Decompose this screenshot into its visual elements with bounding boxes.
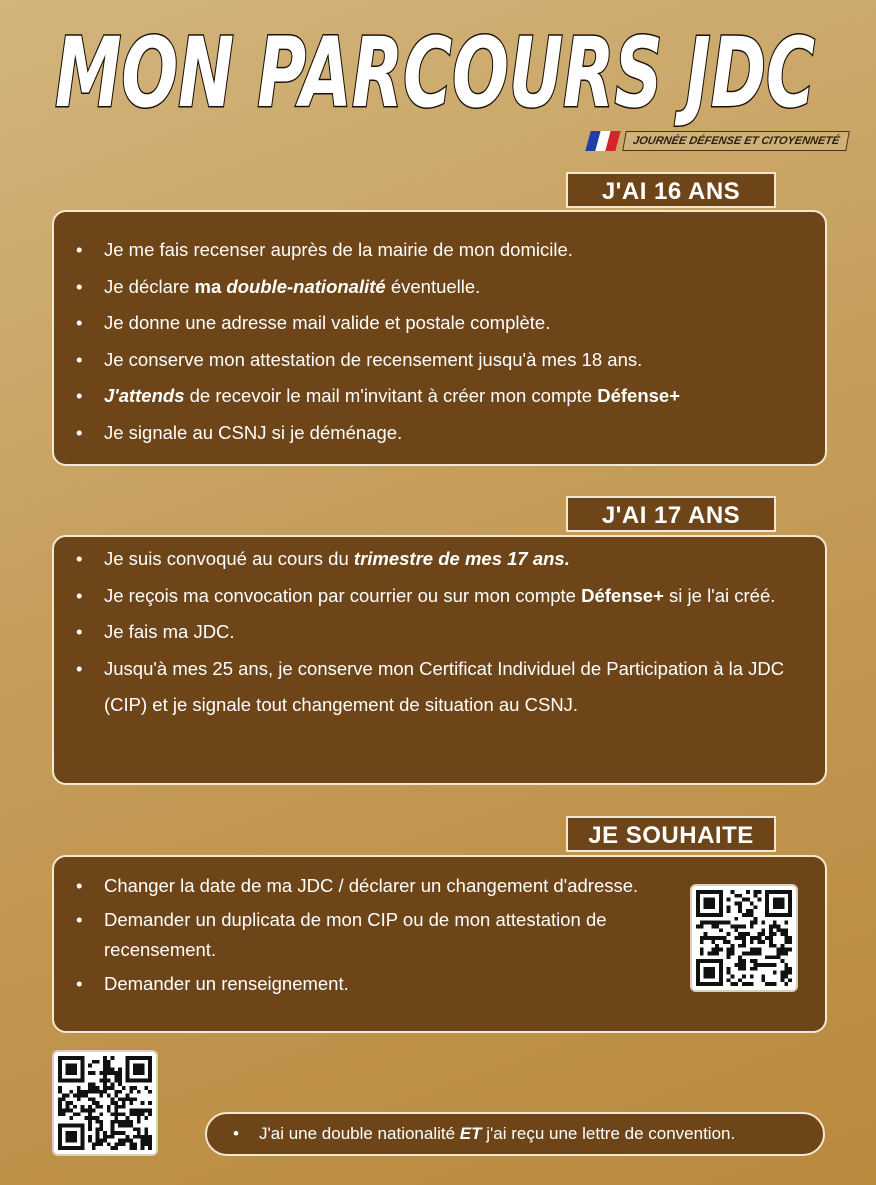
list-item: • Je déclare ma double-nationalité éventuelle. <box>54 269 825 306</box>
footer-note: • J'ai une double nationalité ET j'ai reçu une lettre de convention. <box>205 1112 825 1156</box>
french-flag-icon <box>585 131 620 151</box>
section-17-ans <box>52 535 827 785</box>
list-item: • Jusqu'à mes 25 ans, je conserve mon Certificat Individuel de Participation à la JDC (CIP) et je signale tout changement de situation au CSNJ. <box>54 651 815 724</box>
subtitle-badge <box>588 128 848 154</box>
qr-code-icon-bottom[interactable] <box>52 1050 158 1156</box>
subtitle-text: JOURNÉE DÉFENSE ET CITOYENNETÉ <box>622 131 850 151</box>
list-item: • Je conserve mon attestation de recensement jusqu'à mes 18 ans. <box>54 342 825 379</box>
tag-16-ans: J'AI 16 ANS <box>566 172 776 208</box>
list-item: • Demander un renseignement. <box>54 969 674 999</box>
qr-code-icon[interactable] <box>690 884 798 992</box>
list-16-ans <box>54 232 825 452</box>
list-item: • Je signale au CSNJ si je déménage. <box>54 415 825 452</box>
list-je-souhaite <box>54 871 674 999</box>
list-item: • Je me fais recenser auprès de la mairie de mon domicile. <box>54 232 825 269</box>
list-item: • Je fais ma JDC. <box>54 614 815 651</box>
qr-code-graphic <box>696 890 792 986</box>
list-item: • Demander un duplicata de mon CIP ou de mon attestation de recensement. <box>54 905 674 965</box>
section-16-ans <box>52 210 827 466</box>
list-item: • J'attends de recevoir le mail m'invitant à créer mon compte Défense+ <box>54 378 825 415</box>
list-item: • Je reçois ma convocation par courrier ou sur mon compte Défense+ si je l'ai créé. <box>54 578 815 615</box>
tag-17-ans: J'AI 17 ANS <box>566 496 776 532</box>
list-17-ans <box>54 541 815 724</box>
qr-code-graphic <box>58 1056 152 1150</box>
qr-modules <box>58 1056 152 1150</box>
list-item: • Changer la date de ma JDC / déclarer un changement d'adresse. <box>54 871 674 901</box>
qr-modules <box>696 890 792 986</box>
list-item: • Je donne une adresse mail valide et postale complète. <box>54 305 825 342</box>
list-item: • Je suis convoqué au cours du trimestre de mes 17 ans. <box>54 541 815 578</box>
svg-text:MON PARCOURS JDC: MON PARCOURS JDC <box>55 17 815 129</box>
page-title <box>50 14 820 129</box>
tag-je-souhaite: JE SOUHAITE <box>566 816 776 852</box>
